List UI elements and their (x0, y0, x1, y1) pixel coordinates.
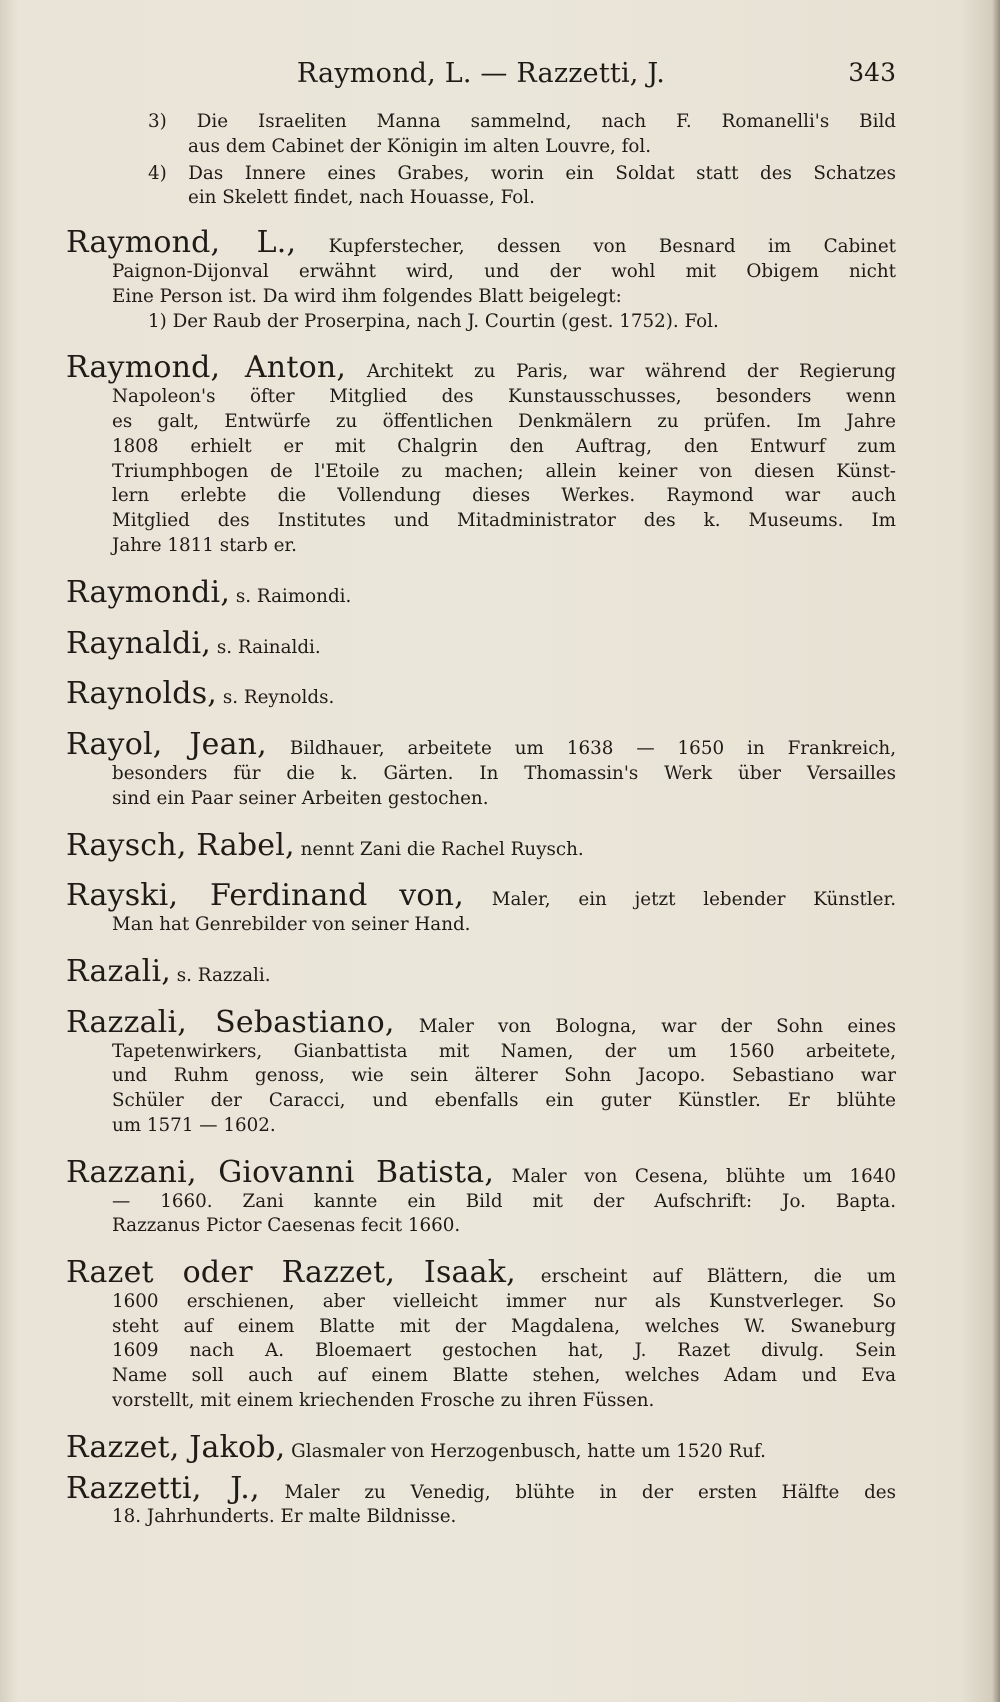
entry-line: es galt, Entwürfe zu öffentlichen Denkmälern zu prüfen. Im Jahre (112, 410, 896, 432)
headword: Razali, (66, 953, 171, 989)
entry-first-line (66, 574, 896, 610)
headword: Razzali, Sebastiano, (66, 1004, 395, 1040)
entry-text: Maler zu Venedig, blühte in der ersten Hälfte des (284, 1481, 896, 1503)
page-number: 343 (848, 58, 896, 87)
entry-text: Maler, ein jetzt lebender Künstler. (491, 889, 897, 911)
entry-line: 18. Jahrhunderts. Er malte Bildnisse. (112, 1506, 457, 1528)
entry-first-line (66, 727, 897, 763)
entry-text: Glasmaler von Herzogenbusch, hatte um 1520 Ruf. (291, 1440, 766, 1462)
item-line: 4) Das Innere eines Grabes, worin ein Soldat statt des Schatzes (148, 162, 896, 184)
entry-text: Maler von Cesena, blühte um 1640 (511, 1165, 897, 1187)
entry-line: lern erlebte die Vollendung dieses Werkes. Raymond war auch (112, 485, 896, 507)
headword: Raynolds, (66, 676, 218, 712)
entry-line: 1808 erhielt er mit Chalgrin den Auftrag, den Entwurf zum (112, 435, 896, 457)
headword: Razet oder Razzet, Isaak, (66, 1255, 516, 1291)
dictionary-text (66, 110, 896, 1552)
entry-line: Name soll auch auf einem Blatte stehen, welches Adam und Eva (112, 1365, 896, 1387)
entry-first-line (66, 625, 896, 661)
entry-first-line (66, 676, 896, 712)
entry-line: Napoleon's öfter Mitglied des Kunstausschusses, besonders wenn (112, 386, 896, 408)
entry-line: — 1660. Zani kannte ein Bild mit der Aufschrift: Jo. Bapta. (112, 1190, 896, 1212)
entry-line: Triumphbogen de l'Etoile zu machen; allein keiner von diesen Künst- (112, 460, 896, 482)
entry-raysch-rabel (66, 827, 896, 863)
headword: Raymond, Anton, (66, 350, 347, 386)
entry-first-line (66, 1429, 896, 1465)
headword: Rayski, Ferdinand von, (66, 878, 464, 914)
entry-razet-isaak (66, 1255, 896, 1414)
entry-first-line (66, 827, 896, 863)
entry-line: steht auf einem Blatte mit der Magdalena, welches W. Swaneburg (112, 1315, 896, 1337)
entry-first-line (66, 1255, 896, 1291)
headword: Razzet, Jakob, (66, 1429, 286, 1465)
entry-raymondi (66, 574, 896, 610)
continuation-items (66, 110, 896, 211)
entry-first-line (66, 953, 896, 989)
entry-line: Mitglied des Institutes und Mitadministrator des k. Museums. Im (112, 510, 896, 532)
running-title: Raymond, L. — Razzetti, J. (296, 58, 666, 89)
entry-line: Eine Person ist. Da wird ihm folgendes Blatt beigelegt: (112, 285, 622, 307)
entry-razzetti-j (66, 1470, 896, 1531)
entry-line: 1609 nach A. Bloemaert gestochen hat, J. Razet divulg. Sein (112, 1340, 896, 1362)
entry-first-line (66, 350, 896, 386)
entry-raynolds (66, 676, 896, 712)
entry-first-line (66, 1004, 897, 1040)
entry-text: s. Rainaldi. (216, 636, 321, 658)
item-line: aus dem Cabinet der Königin im alten Louvre, fol. (188, 135, 652, 157)
entry-text: Architekt zu Paris, war während der Regierung (366, 361, 896, 383)
entry-text: s. Reynolds. (222, 687, 335, 709)
entry-line: Tapetenwirkers, Gianbattista mit Namen, der um 1560 arbeitete, (112, 1040, 896, 1062)
headword: Raymondi, (66, 574, 231, 610)
page-spine-shadow (992, 0, 1000, 1702)
entry-text: nennt Zani die Rachel Ruysch. (300, 838, 584, 860)
entry-line: um 1571 — 1602. (112, 1114, 276, 1136)
entry-first-line (66, 878, 897, 914)
entry-line: 1600 erschienen, aber vielleicht immer nur als Kunstverleger. So (112, 1290, 896, 1312)
entry-raymond-l (66, 225, 896, 334)
entry-line: Razzanus Pictor Caesenas fecit 1660. (112, 1215, 461, 1237)
entry-text: s. Raimondi. (235, 585, 352, 607)
item-line: ein Skelett findet, nach Houasse, Fol. (188, 187, 535, 209)
entry-line: vorstellt, mit einem kriechenden Frosche zu ihren Füssen. (112, 1390, 655, 1412)
headword: Raymond, L., (66, 225, 297, 261)
entry-raymond-anton (66, 350, 896, 558)
entry-line: besonders für die k. Gärten. In Thomassin's Werk über Versailles (112, 762, 896, 784)
entry-rayol-jean (66, 727, 897, 811)
headword: Razzani, Giovanni Batista, (66, 1154, 495, 1190)
entry-line: sind ein Paar seiner Arbeiten gestochen. (112, 787, 489, 809)
item-line: 3) Die Israeliten Manna sammelnd, nach F. Romanelli's Bild (148, 111, 896, 132)
entry-razzet-jakob (66, 1429, 896, 1465)
headword: Rayol, Jean, (66, 727, 267, 763)
page-header (66, 58, 896, 98)
entry-raynaldi (66, 625, 896, 661)
entry-line: Man hat Genrebilder von seiner Hand. (112, 914, 471, 936)
headword: Raysch, Rabel, (66, 827, 295, 863)
entry-text: Bildhauer, arbeitete um 1638 — 1650 in Frankreich, (289, 738, 897, 760)
entry-text: Kupferstecher, dessen von Besnard im Cabinet (328, 236, 896, 258)
entry-line: Paignon-Dijonval erwähnt wird, und der wohl mit Obigem nicht (112, 260, 896, 282)
entry-razali (66, 953, 896, 989)
entry-razzali-sebastiano (66, 1004, 897, 1139)
entry-line: Jahre 1811 starb er. (112, 534, 297, 556)
entry-line: Schüler der Caracci, und ebenfalls ein guter Künstler. Er blühte (112, 1090, 896, 1112)
item-line: 1) Der Raub der Proserpina, nach J. Courtin (gest. 1752). Fol. (148, 310, 719, 332)
entry-razzani-giovanni (66, 1154, 897, 1239)
headword: Razzetti, J., (66, 1470, 260, 1506)
entry-text: Maler von Bologna, war der Sohn eines (418, 1015, 897, 1037)
entry-first-line (66, 1154, 897, 1190)
entry-first-line (66, 1470, 896, 1506)
entry-first-line (66, 225, 896, 261)
entry-text: s. Razzali. (176, 964, 271, 986)
entry-text: erscheint auf Blättern, die um (540, 1266, 896, 1288)
entry-rayski-ferdinand (66, 878, 897, 938)
headword: Raynaldi, (66, 625, 212, 661)
entry-line: und Ruhm genoss, wie sein älterer Sohn Jacopo. Sebastiano war (112, 1065, 896, 1087)
